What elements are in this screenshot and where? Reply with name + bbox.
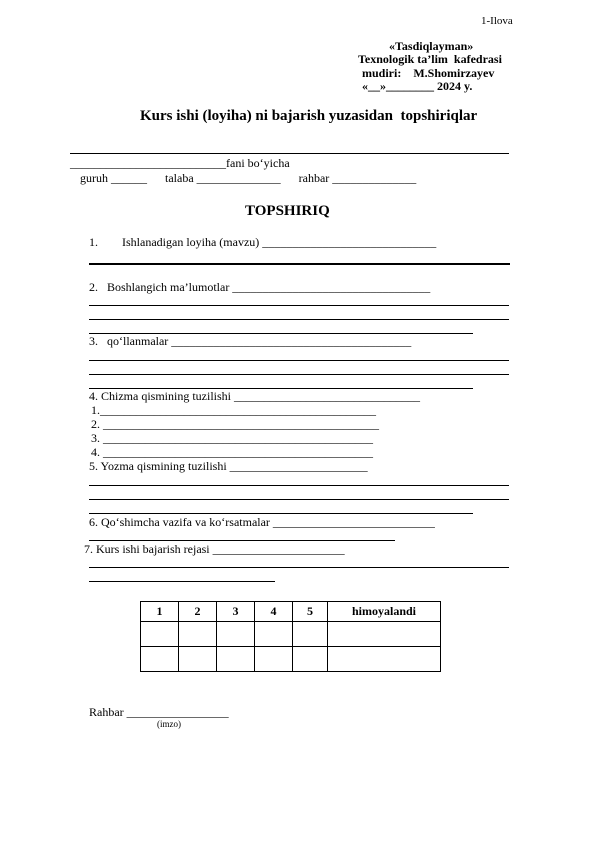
- answer-line: [89, 360, 509, 361]
- answer-line: [89, 567, 509, 568]
- approval-department: Texnologik ta’lim kafedrasi: [358, 52, 502, 66]
- item-work-plan: 7. Kurs ishi bajarish rejasi ______________________: [84, 542, 345, 556]
- grade-table-header-row: [141, 602, 441, 622]
- header-rule: [70, 153, 509, 154]
- appendix-label: 1-Ilova: [481, 15, 513, 27]
- answer-line: [89, 374, 509, 375]
- table-cell: [255, 622, 293, 647]
- signature-caption: (imzo): [157, 719, 181, 729]
- table-cell: [328, 622, 441, 647]
- drawing-subitem: 3. _____________________________________________: [91, 431, 373, 445]
- grade-header-cell: 5: [293, 602, 328, 622]
- item-drawing-structure: 4. Chizma qismining tuzilishi _______________________________: [89, 389, 420, 403]
- item-project-topic: 1. Ishlanadigan loyiha (mavzu) _____________________________: [89, 235, 437, 249]
- grade-header-cell: 1: [141, 602, 179, 622]
- supervisor-signature-line: Rahbar _________________: [89, 705, 229, 719]
- grade-header-cell: 4: [255, 602, 293, 622]
- item-manuals: 3. qo‘llanmalar ________________________________________: [89, 334, 412, 348]
- table-cell: [217, 622, 255, 647]
- item-initial-data: 2. Boshlangich ma’lumotlar _________________________________: [89, 280, 431, 294]
- table-cell: [293, 647, 328, 672]
- answer-line: [89, 513, 473, 514]
- table-row: [141, 622, 441, 647]
- table-cell: [328, 647, 441, 672]
- answer-line: [89, 319, 509, 320]
- topic-rule: [89, 263, 510, 265]
- document-title: Kurs ishi (loyiha) ni bajarish yuzasidan topshiriqlar: [140, 108, 478, 124]
- table-cell: [141, 647, 179, 672]
- approval-head: mudiri: M.Shomirzayev: [362, 66, 495, 80]
- table-row: [141, 647, 441, 672]
- table-cell: [141, 622, 179, 647]
- answer-line: [89, 581, 275, 582]
- table-cell: [217, 647, 255, 672]
- answer-line: [89, 485, 509, 486]
- grade-header-cell: himoyalandi: [328, 602, 441, 622]
- drawing-subitem: 2. ______________________________________________: [91, 417, 379, 431]
- table-cell: [293, 622, 328, 647]
- drawing-subitem: 1.______________________________________________: [91, 403, 376, 417]
- answer-line: [89, 540, 395, 541]
- group-student-supervisor-line: guruh ______ talaba ______________ rahbar ______________: [80, 171, 417, 185]
- item-written-structure: 5. Yozma qismining tuzilishi _______________________: [89, 459, 368, 473]
- approval-date: «__»________ 2024 y.: [362, 79, 473, 93]
- table-cell: [179, 622, 217, 647]
- approval-title: «Tasdiqlayman»: [389, 39, 474, 53]
- grade-table: [140, 601, 441, 672]
- answer-line: [89, 305, 509, 306]
- drawing-subitem: 4. _____________________________________________: [91, 445, 373, 459]
- table-cell: [255, 647, 293, 672]
- grade-header-cell: 3: [217, 602, 255, 622]
- table-cell: [179, 647, 217, 672]
- subject-line: __________________________fani bo‘yicha: [70, 156, 290, 170]
- grade-header-cell: 2: [179, 602, 217, 622]
- item-additional-tasks: 6. Qo‘shimcha vazifa va ko‘rsatmalar ___________________________: [89, 515, 435, 529]
- answer-line: [89, 499, 509, 500]
- section-title: TOPSHIRIQ: [245, 203, 330, 219]
